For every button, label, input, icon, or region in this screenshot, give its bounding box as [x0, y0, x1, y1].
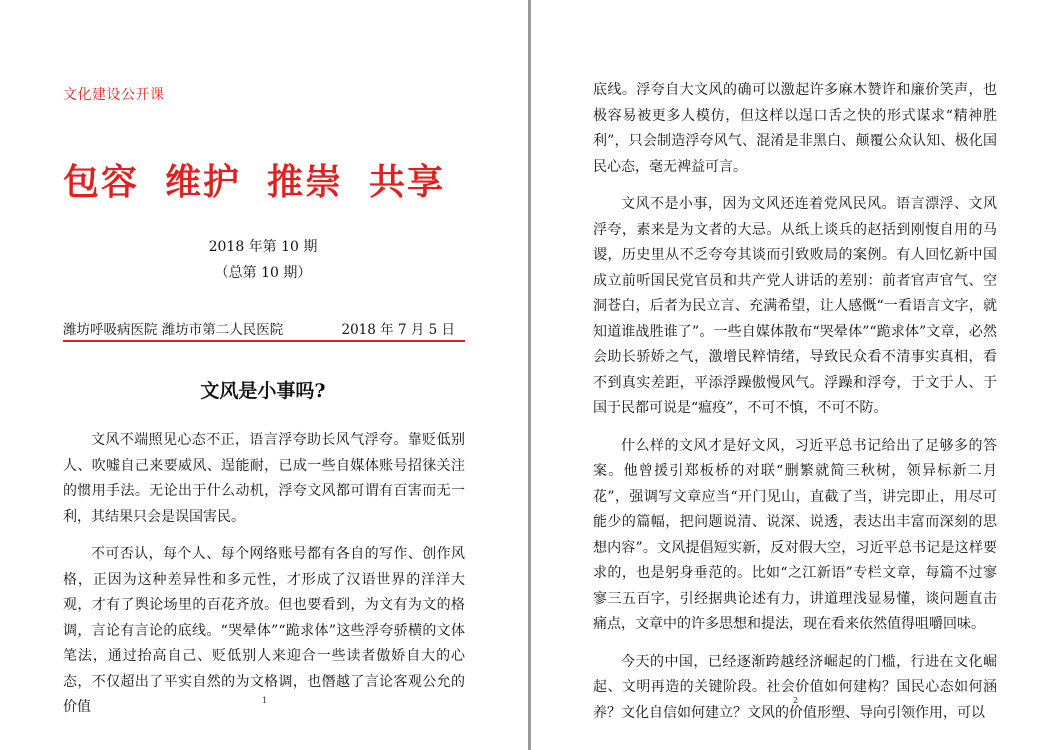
paragraph: 底线。浮夸自大文风的确可以激起许多麻木赞许和廉价笑声，也极容易被更多人模仿，但这样以逞口舌之快的形式谋求“精神胜利”，只会制造浮夸风气、混淆是非黑白、颠覆公众认知、极化国民心态，毫无裨益可言。: [593, 82, 997, 175]
header-divider: [63, 340, 465, 342]
paragraph: 不可否认，每个人、每个网络账号都有各自的写作、创作风格，正因为这种差异性和多元性，才形成了汉语世界的洋洋大观，才有了舆论场里的百花齐放。但也要看到，为文有为文的格调，言论有言论的底线。“哭晕体”“跪求体”这些浮夸骄横的文体笔法，通过抬高自己、贬低别人来迎合一些读者傲娇自大的心态，不仅超出了平实自然的为文格调，也僭越了言论客观公允的价值: [63, 546, 465, 715]
series-label: 文化建设公开课: [63, 87, 165, 103]
paragraph: 文风不是小事，因为文风还连着党风民风。语言漂浮、文风浮夸，素来是为文者的大忌。从纸上谈兵的赵括到刚愎自用的马谡，历史里从不乏夸夸其谈而引致败局的案例。有人回忆新中国成立前听国民党官员和共产党人讲话的差别：前者官声官气、空洞苍白，后者为民立言、充满希望，让人感慨“一看语言文字，就知道谁战胜谁了”。一些自媒体散布“哭晕体”“跪求体”文章，必然会助长骄娇之气，激增民粹情绪，导致民众看不清事实真相，看不到真实差距，平添浮躁傲慢风气。浮躁和浮夸，于文于人、于国于民都可说是“瘟疫”，不可不慎，不可不防。: [593, 196, 997, 416]
article-body-page-1: [63, 428, 465, 733]
publish-date: 2018 年 7 月 5 日: [341, 322, 455, 338]
page-number: 1: [262, 696, 268, 705]
paragraph: 文风不端照见心态不正，语言浮夸助长风气浮夸。靠贬低别人、吹嘘自己来要威风、逞能耐，已成一些自媒体账号招徕关注的惯用手法。无论出于什么动机，浮夸文风都可谓有百害而无一利，其结果只会是误国害民。: [63, 432, 465, 525]
headline-word-2: 维护: [165, 161, 242, 203]
paragraph: 什么样的文风才是好文风，习近平总书记给出了足够多的答案。他曾援引郑板桥的对联“删繁就简三秋树，领异标新二月花”，强调写文章应当“开门见山，直截了当，讲完即止，用尽可能少的篇幅，把问题说清、说深、说透，表达出丰富而深刻的思想内容”。文风提倡短实新，反对假大空，习近平总书记是这样要求的，也是躬身垂范的。比如“之江新语”专栏文章，每篇不过寥寥三五百字，引经据典论述有力，讲道理浅显易懂，谈问题直击痛点，文章中的许多思想和提法，现在看来依然值得咀嚼回味。: [593, 437, 997, 632]
headline: [63, 154, 483, 205]
article-title: 文风是小事吗?: [200, 380, 326, 402]
issue-total: （总第 10 期）: [214, 265, 312, 281]
issue-number: 2018 年第 10 期: [208, 239, 318, 255]
headline-word-4: 共享: [369, 161, 446, 203]
publisher-row: [63, 318, 463, 338]
paragraph: 今天的中国，已经逐渐跨越经济崛起的门槛，行进在文化崛起、文明再造的关键阶段。社会价值如何建构？国民心态如何涵养？文化自信如何建立？文风的价值形塑、导向引领作用，可以: [593, 653, 997, 721]
publisher: 潍坊呼吸病医院 潍坊市第二人民医院: [63, 322, 284, 338]
document-page-2: [531, 0, 1059, 750]
article-body-page-2: [593, 78, 997, 738]
headline-word-1: 包容: [63, 161, 140, 203]
document-page-1: [0, 0, 528, 750]
page-number: 2: [793, 696, 799, 705]
headline-word-3: 推崇: [267, 161, 344, 203]
